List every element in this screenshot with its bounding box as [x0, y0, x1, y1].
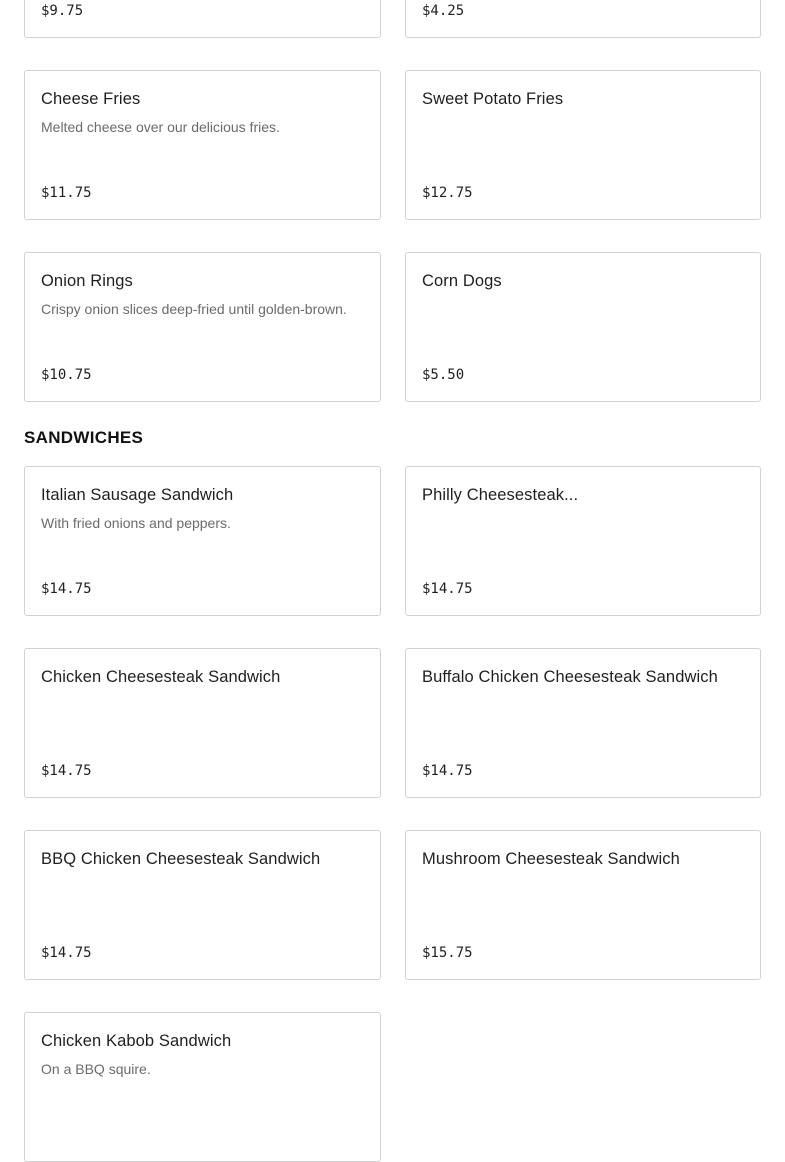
item-price: $14.75 — [41, 945, 92, 961]
item-name: Onion Rings — [41, 272, 133, 290]
item-price: $15.75 — [422, 945, 473, 961]
menu-item-card[interactable] — [24, 1012, 381, 1162]
section-title-sandwiches: SANDWICHES — [24, 428, 144, 447]
menu-item-card[interactable] — [24, 252, 381, 402]
item-description: On a BBQ squire. — [41, 1061, 151, 1077]
menu-item-card[interactable] — [405, 252, 761, 402]
item-name: Corn Dogs — [422, 272, 502, 290]
item-name: Sweet Potato Fries — [422, 90, 564, 108]
item-description: With fried onions and peppers. — [41, 515, 231, 531]
item-price: $14.75 — [422, 763, 473, 779]
menu-item-card[interactable] — [24, 830, 381, 980]
menu-item-card[interactable] — [24, 70, 381, 220]
menu-item-card[interactable] — [24, 648, 381, 798]
menu-item-card[interactable] — [405, 70, 761, 220]
item-price: $9.75 — [41, 3, 84, 19]
item-description: Melted cheese over our delicious fries. — [41, 119, 280, 135]
menu-item-card[interactable] — [405, 648, 761, 798]
item-price: $12.75 — [422, 185, 473, 201]
item-name: Buffalo Chicken Cheesesteak Sandwich — [422, 668, 718, 686]
item-name: Cheese Fries — [41, 90, 141, 108]
item-price: $14.75 — [422, 581, 473, 597]
item-price: $14.75 — [41, 581, 92, 597]
item-price: $4.25 — [422, 3, 465, 19]
item-name: Chicken Kabob Sandwich — [41, 1032, 232, 1050]
item-name: Philly Cheesesteak... — [422, 486, 579, 504]
item-price: $14.75 — [41, 763, 92, 779]
item-name: BBQ Chicken Cheesesteak Sandwich — [41, 850, 321, 868]
menu-item-card[interactable] — [24, 0, 381, 38]
item-price: $5.50 — [422, 367, 465, 383]
menu-item-card[interactable] — [24, 466, 381, 616]
item-name: Italian Sausage Sandwich — [41, 486, 234, 504]
item-price: $11.75 — [41, 185, 92, 201]
item-description: Crispy onion slices deep-fried until golden-brown. — [41, 301, 347, 317]
menu-item-card[interactable] — [405, 0, 761, 38]
menu-item-card[interactable] — [405, 830, 761, 980]
item-name: Chicken Cheesesteak Sandwich — [41, 668, 281, 686]
item-price: $10.75 — [41, 367, 92, 383]
item-name: Mushroom Cheesesteak Sandwich — [422, 850, 680, 868]
menu-item-card[interactable] — [405, 466, 761, 616]
